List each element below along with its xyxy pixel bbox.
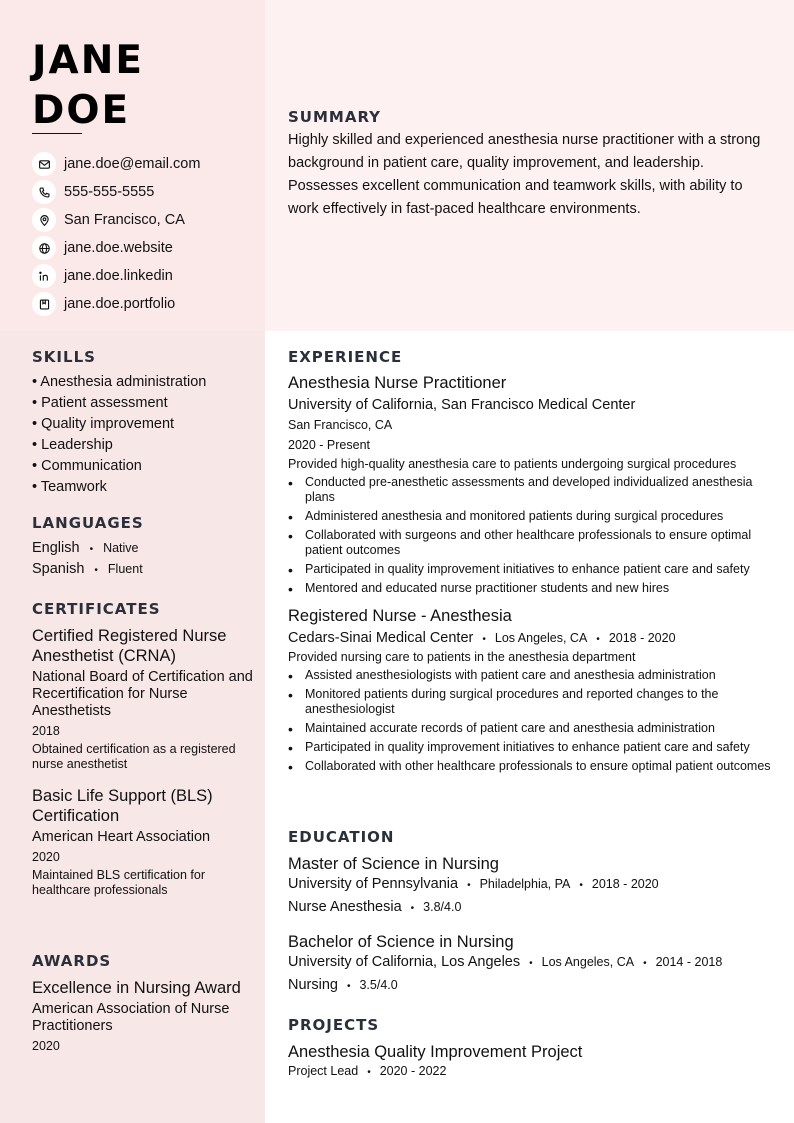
experience-heading: EXPERIENCE [288, 348, 403, 366]
job-dates: 2018 - 2020 [608, 631, 676, 645]
education-field-line [288, 977, 773, 998]
contact-phone[interactable] [32, 178, 257, 206]
job-description: Provided high-quality anesthesia care to patients undergoing surgical procedures [288, 457, 737, 471]
job-bullet: • Mentored and educated nurse practitioner students and new hires [288, 581, 773, 596]
school-name: University of California, Los Angeles [288, 954, 521, 970]
job-bullet: • Collaborated with surgeons and other healthcare professionals to ensure optimal patient outcomes [288, 528, 773, 558]
education-school-line [288, 876, 773, 897]
certificate-description: Maintained BLS certification for healthcare professionals [32, 868, 206, 897]
project-title: Anesthesia Quality Improvement Project [288, 1043, 583, 1061]
name-underline [32, 133, 82, 134]
job-title: Anesthesia Nurse Practitioner [288, 374, 507, 392]
certificate-item [32, 786, 257, 898]
separator-dot: • [579, 880, 583, 891]
award-title: Excellence in Nursing Award [32, 979, 241, 997]
separator-dot: • [482, 634, 486, 645]
language-row [32, 561, 257, 582]
separator-dot: • [467, 880, 471, 891]
job-employer: University of California, San Francisco Medical Center [288, 397, 636, 413]
field-of-study: Nurse Anesthesia [288, 899, 402, 915]
contact-linkedin-text: jane.doe.linkedin [64, 268, 173, 284]
separator-dot: • [410, 903, 415, 914]
certificate-description: Obtained certification as a registered nurse anesthetist [32, 742, 236, 771]
separator-dot: • [643, 958, 647, 969]
awards-heading: AWARDS [32, 952, 112, 970]
job-bullet: • Assisted anesthesiologists with patient care and anesthesia administration [288, 668, 773, 683]
separator-dot: • [529, 958, 533, 969]
summary-section [288, 108, 768, 221]
certificates-section [32, 600, 257, 912]
contact-list [32, 150, 257, 318]
summary-text: Highly skilled and experienced anesthesia nurse practitioner with a strong background in patient care, quality improvement, and leadership. Possesses excellent communication and teamwork skills, with ability to work effectively in fast-paced healthcare environments. [288, 132, 761, 217]
candidate-name: JANE DOE [32, 38, 144, 133]
degree-title: Master of Science in Nursing [288, 855, 499, 873]
contact-phone-text: 555-555-5555 [64, 184, 155, 200]
separator-dot: • [89, 544, 94, 555]
job-entry [288, 606, 773, 774]
contact-linkedin[interactable] [32, 262, 257, 290]
skill-item: • Communication [32, 458, 142, 474]
job-bullets [288, 668, 773, 774]
job-location: San Francisco, CA [288, 418, 393, 432]
contact-website[interactable] [32, 234, 257, 262]
job-title: Registered Nurse - Anesthesia [288, 607, 512, 625]
globe-icon [32, 236, 56, 260]
phone-icon [32, 180, 56, 204]
certificate-title: Certified Registered Nurse Anesthetist (CRNA) [32, 627, 227, 665]
certificate-title: Basic Life Support (BLS) Certification [32, 787, 213, 825]
award-item [32, 978, 257, 1053]
skill-item: • Anesthesia administration [32, 374, 207, 390]
job-bullet: • Monitored patients during surgical procedures and reported changes to the anesthesiologist [288, 687, 773, 717]
education-entry [288, 932, 773, 998]
portfolio-icon [32, 292, 56, 316]
job-bullet: • Collaborated with other healthcare professionals to ensure optimal patient outcomes [288, 759, 773, 774]
certificate-issuer: American Heart Association [32, 829, 211, 845]
award-year: 2020 [32, 1039, 60, 1053]
gpa: 3.5/4.0 [359, 978, 398, 992]
job-dates: 2020 - Present [288, 438, 370, 452]
project-meta-line [288, 1064, 773, 1078]
skills-section [32, 348, 257, 498]
mail-icon [32, 152, 56, 176]
language-name: English [32, 540, 80, 556]
skills-heading: SKILLS [32, 348, 96, 366]
certificates-heading: CERTIFICATES [32, 600, 161, 618]
job-location: Los Angeles, CA [494, 631, 588, 645]
skill-item: • Leadership [32, 437, 113, 453]
school-name: University of Pennsylvania [288, 876, 459, 892]
contact-email-text: jane.doe@email.com [64, 156, 201, 172]
language-level: Native [103, 541, 139, 555]
job-bullet: • Administered anesthesia and monitored patients during surgical procedures [288, 509, 773, 524]
language-row [32, 540, 257, 561]
education-dates: 2018 - 2020 [591, 877, 659, 891]
education-heading: EDUCATION [288, 828, 395, 846]
linkedin-icon [32, 264, 56, 288]
separator-dot: • [94, 565, 98, 576]
contact-portfolio[interactable] [32, 290, 257, 318]
contact-location [32, 206, 257, 234]
awards-section [32, 952, 257, 1067]
language-name: Spanish [32, 561, 85, 577]
job-employer: Cedars-Sinai Medical Center [288, 630, 474, 646]
contact-location-text: San Francisco, CA [64, 212, 185, 228]
separator-dot: • [346, 981, 351, 992]
school-location: Philadelphia, PA [479, 877, 571, 891]
certificate-year: 2020 [32, 850, 60, 864]
skill-item: • Patient assessment [32, 395, 168, 411]
certificate-issuer: National Board of Certification and Recertification for Nurse Anesthetists [32, 669, 253, 719]
job-entry [288, 373, 773, 596]
job-bullets [288, 475, 773, 596]
job-bullet: • Participated in quality improvement initiatives to enhance patient care and safety [288, 562, 773, 577]
field-of-study: Nursing [288, 977, 338, 993]
project-dates: 2020 - 2022 [379, 1064, 447, 1078]
gpa: 3.8/4.0 [423, 900, 462, 914]
degree-title: Bachelor of Science in Nursing [288, 933, 514, 951]
separator-dot: • [596, 634, 600, 645]
contact-website-text: jane.doe.website [64, 240, 173, 256]
location-icon [32, 208, 56, 232]
summary-heading: SUMMARY [288, 108, 382, 126]
separator-dot: • [367, 1067, 371, 1078]
projects-heading: PROJECTS [288, 1016, 380, 1034]
award-issuer: American Association of Nurse Practitioners [32, 1001, 230, 1034]
languages-heading: LANGUAGES [32, 514, 144, 532]
contact-portfolio-text: jane.doe.portfolio [64, 296, 176, 312]
experience-section [288, 348, 773, 784]
job-employer-line [288, 628, 773, 648]
languages-section [32, 514, 257, 582]
education-entry [288, 854, 773, 920]
language-level: Fluent [107, 562, 143, 576]
project-role: Project Lead [288, 1064, 359, 1078]
job-bullet: • Conducted pre-anesthetic assessments and developed individualized anesthesia plans [288, 475, 773, 505]
education-school-line [288, 954, 773, 975]
certificate-item [32, 626, 257, 772]
skill-item: • Teamwork [32, 479, 107, 495]
contact-email[interactable] [32, 150, 257, 178]
job-bullet: • Maintained accurate records of patient care and anesthesia administration [288, 721, 773, 736]
education-field-line [288, 899, 773, 920]
job-description: Provided nursing care to patients in the anesthesia department [288, 650, 636, 664]
school-location: Los Angeles, CA [541, 955, 635, 969]
job-bullet: • Participated in quality improvement initiatives to enhance patient care and safety [288, 740, 773, 755]
skill-item: • Quality improvement [32, 416, 175, 432]
education-dates: 2014 - 2018 [655, 955, 723, 969]
certificate-year: 2018 [32, 724, 60, 738]
education-section [288, 828, 773, 1010]
projects-section [288, 1016, 773, 1078]
